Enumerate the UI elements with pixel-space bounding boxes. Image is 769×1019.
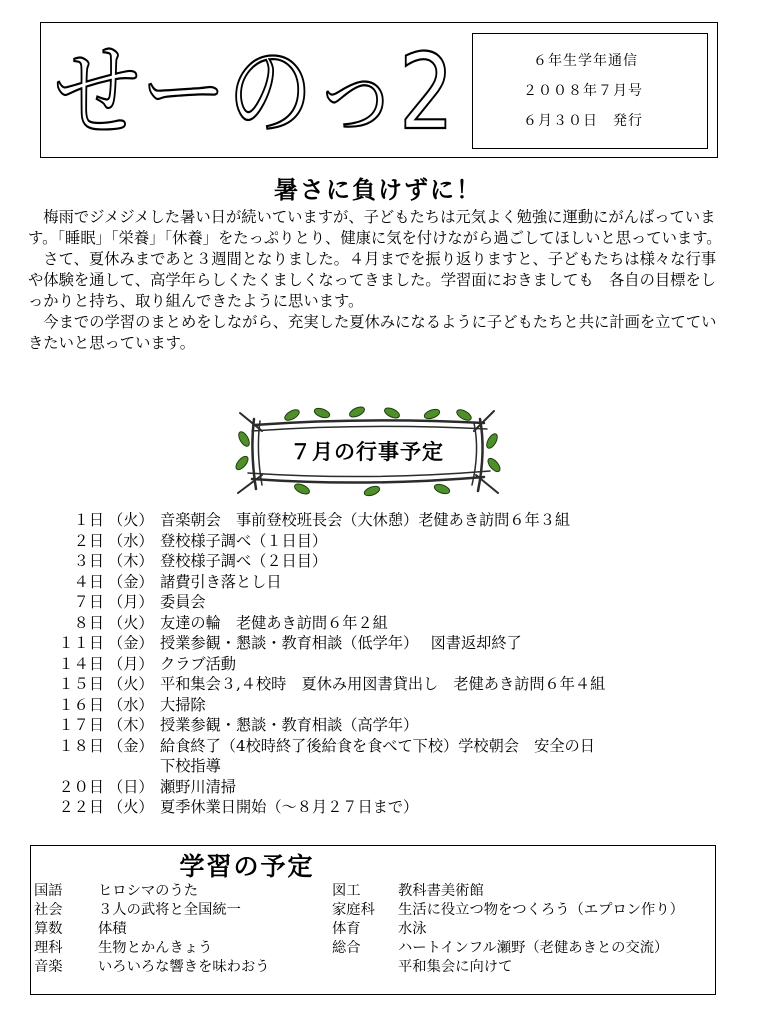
event-weekday: （月） [108,654,154,673]
masthead-title-text: せーのっ2 [54,31,454,153]
subject-name: 家庭科 [332,902,375,918]
subject-name: 図工 [332,883,361,899]
event-date: １７日 [58,716,104,734]
event-row [46,633,736,654]
event-weekday: （金） [108,634,154,652]
event-text: 諸費引き落とし日 [160,572,282,591]
event-text: 委員会 [160,593,206,611]
intro-paragraph: 今までの学習のまとめをしながら、充実した夏休みになるように子どもたちと共に計画を立てていきたいと思っています。 [28,313,717,352]
event-weekday: （火） [108,613,154,632]
event-text: クラブ活動 [160,654,236,673]
subject-content: 教科書美術館 [398,883,484,899]
event-row [46,613,736,634]
study-item [332,901,684,920]
study-plan-title: 学習の予定 [179,852,315,881]
event-date: ７日 [73,593,104,611]
event-date: ２日 [73,531,104,550]
event-row [46,797,736,818]
newsletter-type: ６年生学年通信 [533,53,638,69]
event-text: 下校指導 [160,757,221,775]
event-row [46,510,736,531]
event-date: ２２日 [58,798,104,816]
study-item [332,958,512,977]
event-text: 大掃除 [160,695,206,714]
event-weekday: （木） [108,716,154,734]
study-item [34,882,198,901]
intro-paragraph: さて、夏休みまであと３週間となりました。４月までを振り返りますと、子どもたちは様々な行事や体験を通して、高学年らしくたくましくなってきました。学習面におきましても 各自の目標をしっかりと持ち、取り組んできたように思います。 [28,250,717,310]
event-row [46,531,736,552]
event-row [46,654,736,675]
subject-content: いろいろな響きを味わおう [98,959,270,975]
event-row [46,777,736,798]
event-date: １１日 [58,634,104,652]
event-row [46,736,736,757]
event-date: １日 [73,511,104,529]
event-text: 平和集会３,４校時 夏休み用図書貸出し 老健あき訪問６年４組 [160,675,606,693]
subject-content: 平和集会に向けて [398,959,513,975]
event-date: １６日 [58,695,104,714]
event-date: １４日 [58,654,104,673]
event-text: 登校様子調べ（２日目） [160,552,328,570]
study-item [332,939,668,958]
subject-name: 算数 [34,921,63,937]
subject-name: 国語 [34,883,63,899]
event-weekday: （火） [108,511,154,529]
event-weekday: （金） [108,572,154,591]
events-title: ７月の行事予定 [290,439,444,464]
event-row [46,551,736,572]
event-text: 友達の輪 老健あき訪問６年２組 [160,613,388,632]
event-row [46,572,736,593]
subject-content: ヒロシマのうた [98,883,199,899]
intro-text [28,207,728,354]
event-text: 給食終了（4校時終了後給食を食べて下校）学校朝会 安全の日 [160,736,595,755]
subject-name: 理科 [34,940,63,956]
intro-paragraph: 梅雨でジメジメした暑い日が続いていますが、子どもたちは元気よく勉強に運動にがんばっています。「睡眠」「栄養」「休養」をたっぷりとり、健康に気を付けながら過ごしてほしいと思っています。 [28,208,722,247]
study-item [332,882,484,901]
event-date: ２０日 [58,777,104,796]
event-weekday: （水） [108,695,154,714]
event-date: １８日 [58,736,104,755]
event-row-continuation [46,756,736,777]
subject-name: 音楽 [34,959,63,975]
issue-date: ６月３０日 発行 [523,113,643,129]
info-box [472,33,708,149]
subject-content: 水泳 [398,921,427,937]
event-weekday: （日） [108,777,154,796]
event-row [46,695,736,716]
study-item [332,920,427,939]
event-row [46,674,736,695]
issue-label: ２００８年７月号 [523,83,643,99]
subject-content: ハートインフル瀬野（老健あきとの交流） [398,940,669,956]
event-date: １５日 [58,675,104,693]
subject-content: 生活に役立つ物をつくろう（エプロン作り） [398,902,684,918]
event-weekday: （火） [108,675,154,693]
event-date: ８日 [73,613,104,632]
study-item [34,939,212,958]
event-text: 音楽朝会 事前登校班長会（大休憩）老健あき訪問６年３組 [160,511,571,529]
event-text: 登校様子調べ（１日目） [160,531,328,550]
subject-name: 社会 [34,902,63,918]
event-weekday: （金） [108,736,154,755]
subject-name: 体育 [332,921,361,937]
event-text: 授業参観・懇談・教育相談（高学年） [160,716,419,734]
event-schedule [46,510,736,818]
subject-content: 体積 [98,921,127,937]
study-item [34,920,127,939]
subject-content: ３人の武将と全国統一 [98,902,241,918]
event-text: 授業参観・懇談・教育相談（低学年） 図書返却終了 [160,634,522,652]
subject-content: 生物とかんきょう [98,940,213,956]
event-date: ４日 [73,572,104,591]
event-text: 夏季休業日開始（～８月２７日まで） [160,798,419,816]
masthead-title [52,28,462,153]
event-text: 瀬野川清掃 [160,777,236,796]
headline: 暑さに負けずに！ [274,175,482,204]
event-row [46,592,736,613]
subject-name: 総合 [332,940,361,956]
event-weekday: （水） [108,531,154,550]
event-row [46,715,736,736]
event-weekday: （木） [108,552,154,570]
study-item [34,901,241,920]
event-weekday: （月） [108,593,154,611]
event-date: ３日 [73,552,104,570]
study-item [34,958,270,977]
event-weekday: （火） [108,798,154,816]
